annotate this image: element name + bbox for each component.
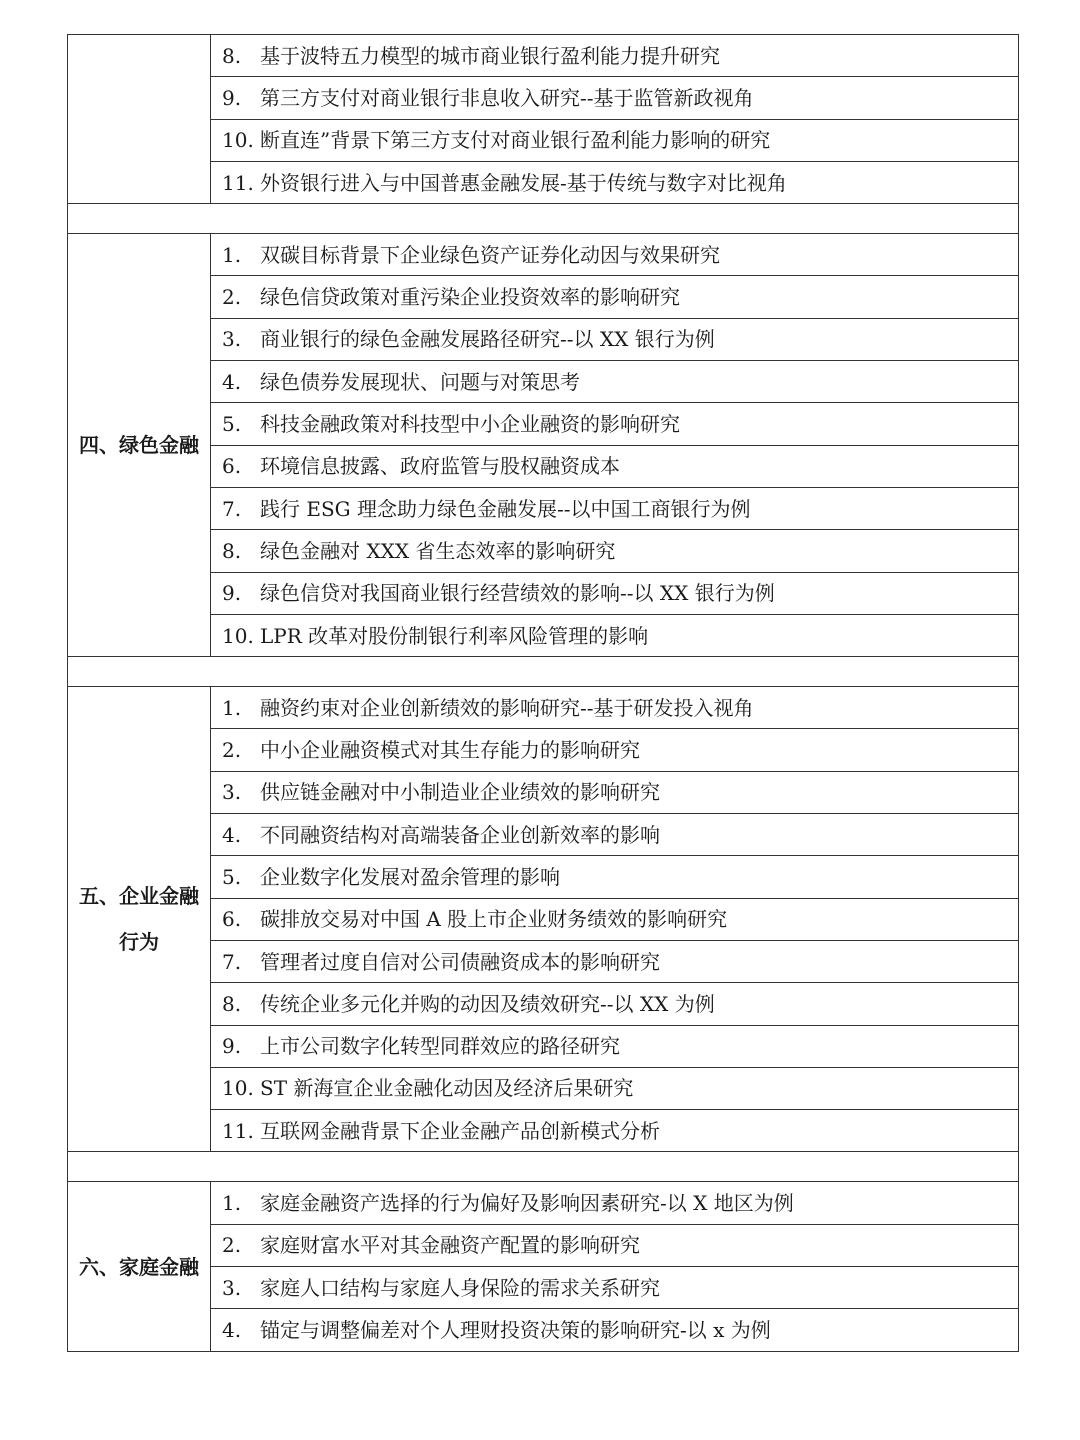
topic-title: 绿色债券发展现状、问题与对策思考: [260, 369, 580, 394]
table-row: [68, 35, 1019, 77]
item-number: 4.: [222, 822, 242, 847]
topic-cell: [211, 445, 1019, 487]
table-row: [68, 77, 1019, 119]
topic-cell: [211, 1267, 1019, 1309]
table-row: [68, 729, 1019, 771]
table-row: [68, 119, 1019, 161]
topic-cell: [211, 361, 1019, 403]
item-number: 4.: [222, 369, 242, 394]
table-row: [68, 856, 1019, 898]
topic-title: 融资约束对企业创新绩效的影响研究--基于研发投入视角: [260, 695, 754, 720]
topic-cell: [211, 687, 1019, 729]
table-row: [68, 1267, 1019, 1309]
topic-cell: [211, 1067, 1019, 1109]
item-number: 7.: [222, 949, 242, 974]
item-number: 2.: [222, 1233, 242, 1258]
topic-cell: [211, 729, 1019, 771]
item-number: 8.: [222, 991, 242, 1016]
spacer-cell: [68, 657, 1019, 687]
item-number: 10.: [222, 1076, 254, 1101]
topic-cell: [211, 161, 1019, 203]
topic-cell: [211, 898, 1019, 940]
topic-cell: [211, 487, 1019, 529]
topic-cell: [211, 234, 1019, 276]
topic-title: 传统企业多元化并购的动因及绩效研究--以 XX 为例: [260, 991, 715, 1016]
topic-title: 第三方支付对商业银行非息收入研究--基于监管新政视角: [260, 85, 754, 110]
topic-title: 家庭人口结构与家庭人身保险的需求关系研究: [260, 1275, 660, 1300]
table-row: [68, 445, 1019, 487]
item-number: 8.: [222, 538, 242, 563]
topic-cell: [211, 403, 1019, 445]
topic-title: 碳排放交易对中国 A 股上市企业财务绩效的影响研究: [260, 907, 728, 932]
item-number: 2.: [222, 285, 242, 310]
topic-title: ST 新海宣企业金融化动因及经济后果研究: [260, 1076, 634, 1101]
table-row: [68, 1224, 1019, 1266]
topic-cell: [211, 1309, 1019, 1351]
table-row: [68, 1182, 1019, 1224]
item-number: 11.: [222, 1118, 254, 1143]
topic-table: [67, 34, 1019, 1352]
item-number: 4.: [222, 1317, 242, 1342]
topic-cell: [211, 814, 1019, 856]
table-row: [68, 161, 1019, 203]
table-row: [68, 814, 1019, 856]
topic-title: 家庭金融资产选择的行为偏好及影响因素研究-以 X 地区为例: [260, 1191, 794, 1216]
table-row: [68, 898, 1019, 940]
table-row: [68, 1110, 1019, 1152]
topic-title: 家庭财富水平对其金融资产配置的影响研究: [260, 1233, 640, 1258]
topic-title: 企业数字化发展对盈余管理的影响: [260, 864, 560, 889]
item-number: 1.: [222, 1191, 242, 1216]
table-row: [68, 530, 1019, 572]
table-row: [68, 234, 1019, 276]
topic-title: 上市公司数字化转型同群效应的路径研究: [260, 1034, 620, 1059]
table-row: [68, 403, 1019, 445]
table-row: [68, 940, 1019, 982]
group-spacer-row: [68, 657, 1019, 687]
topic-cell: [211, 276, 1019, 318]
topic-title: 双碳目标背景下企业绿色资产证券化动因与效果研究: [260, 242, 720, 267]
topic-cell: [211, 856, 1019, 898]
table-row: [68, 687, 1019, 729]
category-label: 六、家庭金融: [79, 1254, 199, 1279]
topic-title: 科技金融政策对科技型中小企业融资的影响研究: [260, 412, 680, 437]
item-number: 8.: [222, 43, 242, 68]
spacer-cell: [68, 1152, 1019, 1182]
table-row: [68, 1025, 1019, 1067]
topic-title: 环境信息披露、政府监管与股权融资成本: [260, 454, 620, 479]
topic-title: 管理者过度自信对公司债融资成本的影响研究: [260, 949, 660, 974]
topic-title: LPR 改革对股份制银行利率风险管理的影响: [260, 623, 649, 648]
topic-title: 供应链金融对中小制造业企业绩效的影响研究: [260, 780, 660, 805]
topic-title: 绿色信贷政策对重污染企业投资效率的影响研究: [260, 285, 680, 310]
table-row: [68, 1309, 1019, 1351]
item-number: 11.: [222, 170, 254, 195]
item-number: 7.: [222, 496, 242, 521]
topic-cell: [211, 35, 1019, 77]
item-number: 2.: [222, 738, 242, 763]
table-row: [68, 1067, 1019, 1109]
group-spacer-row: [68, 1152, 1019, 1182]
item-number: 5.: [222, 864, 242, 889]
table-row: [68, 614, 1019, 656]
topic-title: 互联网金融背景下企业金融产品创新模式分析: [260, 1118, 660, 1143]
item-number: 3.: [222, 1275, 242, 1300]
topic-title: 践行 ESG 理念助力绿色金融发展--以中国工商银行为例: [260, 496, 751, 521]
table-row: [68, 983, 1019, 1025]
item-number: 6.: [222, 907, 242, 932]
item-number: 9.: [222, 581, 242, 606]
table-row: [68, 318, 1019, 360]
category-cell: [68, 687, 211, 1152]
topic-title: 绿色信贷对我国商业银行经营绩效的影响--以 XX 银行为例: [260, 581, 775, 606]
group-spacer-row: [68, 204, 1019, 234]
category-label: 四、绿色金融: [79, 433, 199, 458]
item-number: 9.: [222, 85, 242, 110]
topic-title: 锚定与调整偏差对个人理财投资决策的影响研究-以 x 为例: [260, 1317, 771, 1342]
topic-title: 商业银行的绿色金融发展路径研究--以 XX 银行为例: [260, 327, 715, 352]
item-number: 5.: [222, 412, 242, 437]
item-number: 10.: [222, 128, 254, 153]
table-row: [68, 361, 1019, 403]
item-number: 1.: [222, 242, 242, 267]
topic-title: 断直连”背景下第三方支付对商业银行盈利能力影响的研究: [260, 128, 771, 153]
spacer-cell: [68, 204, 1019, 234]
topic-cell: [211, 77, 1019, 119]
topic-cell: [211, 1110, 1019, 1152]
table-row: [68, 276, 1019, 318]
category-label: 五、企业金融行为: [79, 884, 199, 955]
table-row: [68, 572, 1019, 614]
category-cell: [68, 1182, 211, 1351]
topic-cell: [211, 119, 1019, 161]
table-row: [68, 771, 1019, 813]
item-number: 1.: [222, 695, 242, 720]
topic-cell: [211, 318, 1019, 360]
topic-cell: [211, 1224, 1019, 1266]
topic-cell: [211, 1025, 1019, 1067]
topic-title: 不同融资结构对高端装备企业创新效率的影响: [260, 822, 660, 847]
item-number: 3.: [222, 780, 242, 805]
item-number: 6.: [222, 454, 242, 479]
item-number: 3.: [222, 327, 242, 352]
category-cell: [68, 35, 211, 204]
item-number: 9.: [222, 1034, 242, 1059]
topic-cell: [211, 940, 1019, 982]
topic-title: 基于波特五力模型的城市商业银行盈利能力提升研究: [260, 43, 720, 68]
topic-cell: [211, 983, 1019, 1025]
item-number: 10.: [222, 623, 254, 648]
topic-cell: [211, 1182, 1019, 1224]
topic-cell: [211, 771, 1019, 813]
topic-cell: [211, 572, 1019, 614]
topic-title: 外资银行进入与中国普惠金融发展-基于传统与数字对比视角: [260, 170, 787, 195]
topic-title: 中小企业融资模式对其生存能力的影响研究: [260, 738, 640, 763]
topic-cell: [211, 530, 1019, 572]
topic-table-body: [68, 35, 1019, 1352]
topic-title: 绿色金融对 XXX 省生态效率的影响研究: [260, 538, 616, 563]
table-row: [68, 487, 1019, 529]
topic-cell: [211, 614, 1019, 656]
category-cell: [68, 234, 211, 657]
